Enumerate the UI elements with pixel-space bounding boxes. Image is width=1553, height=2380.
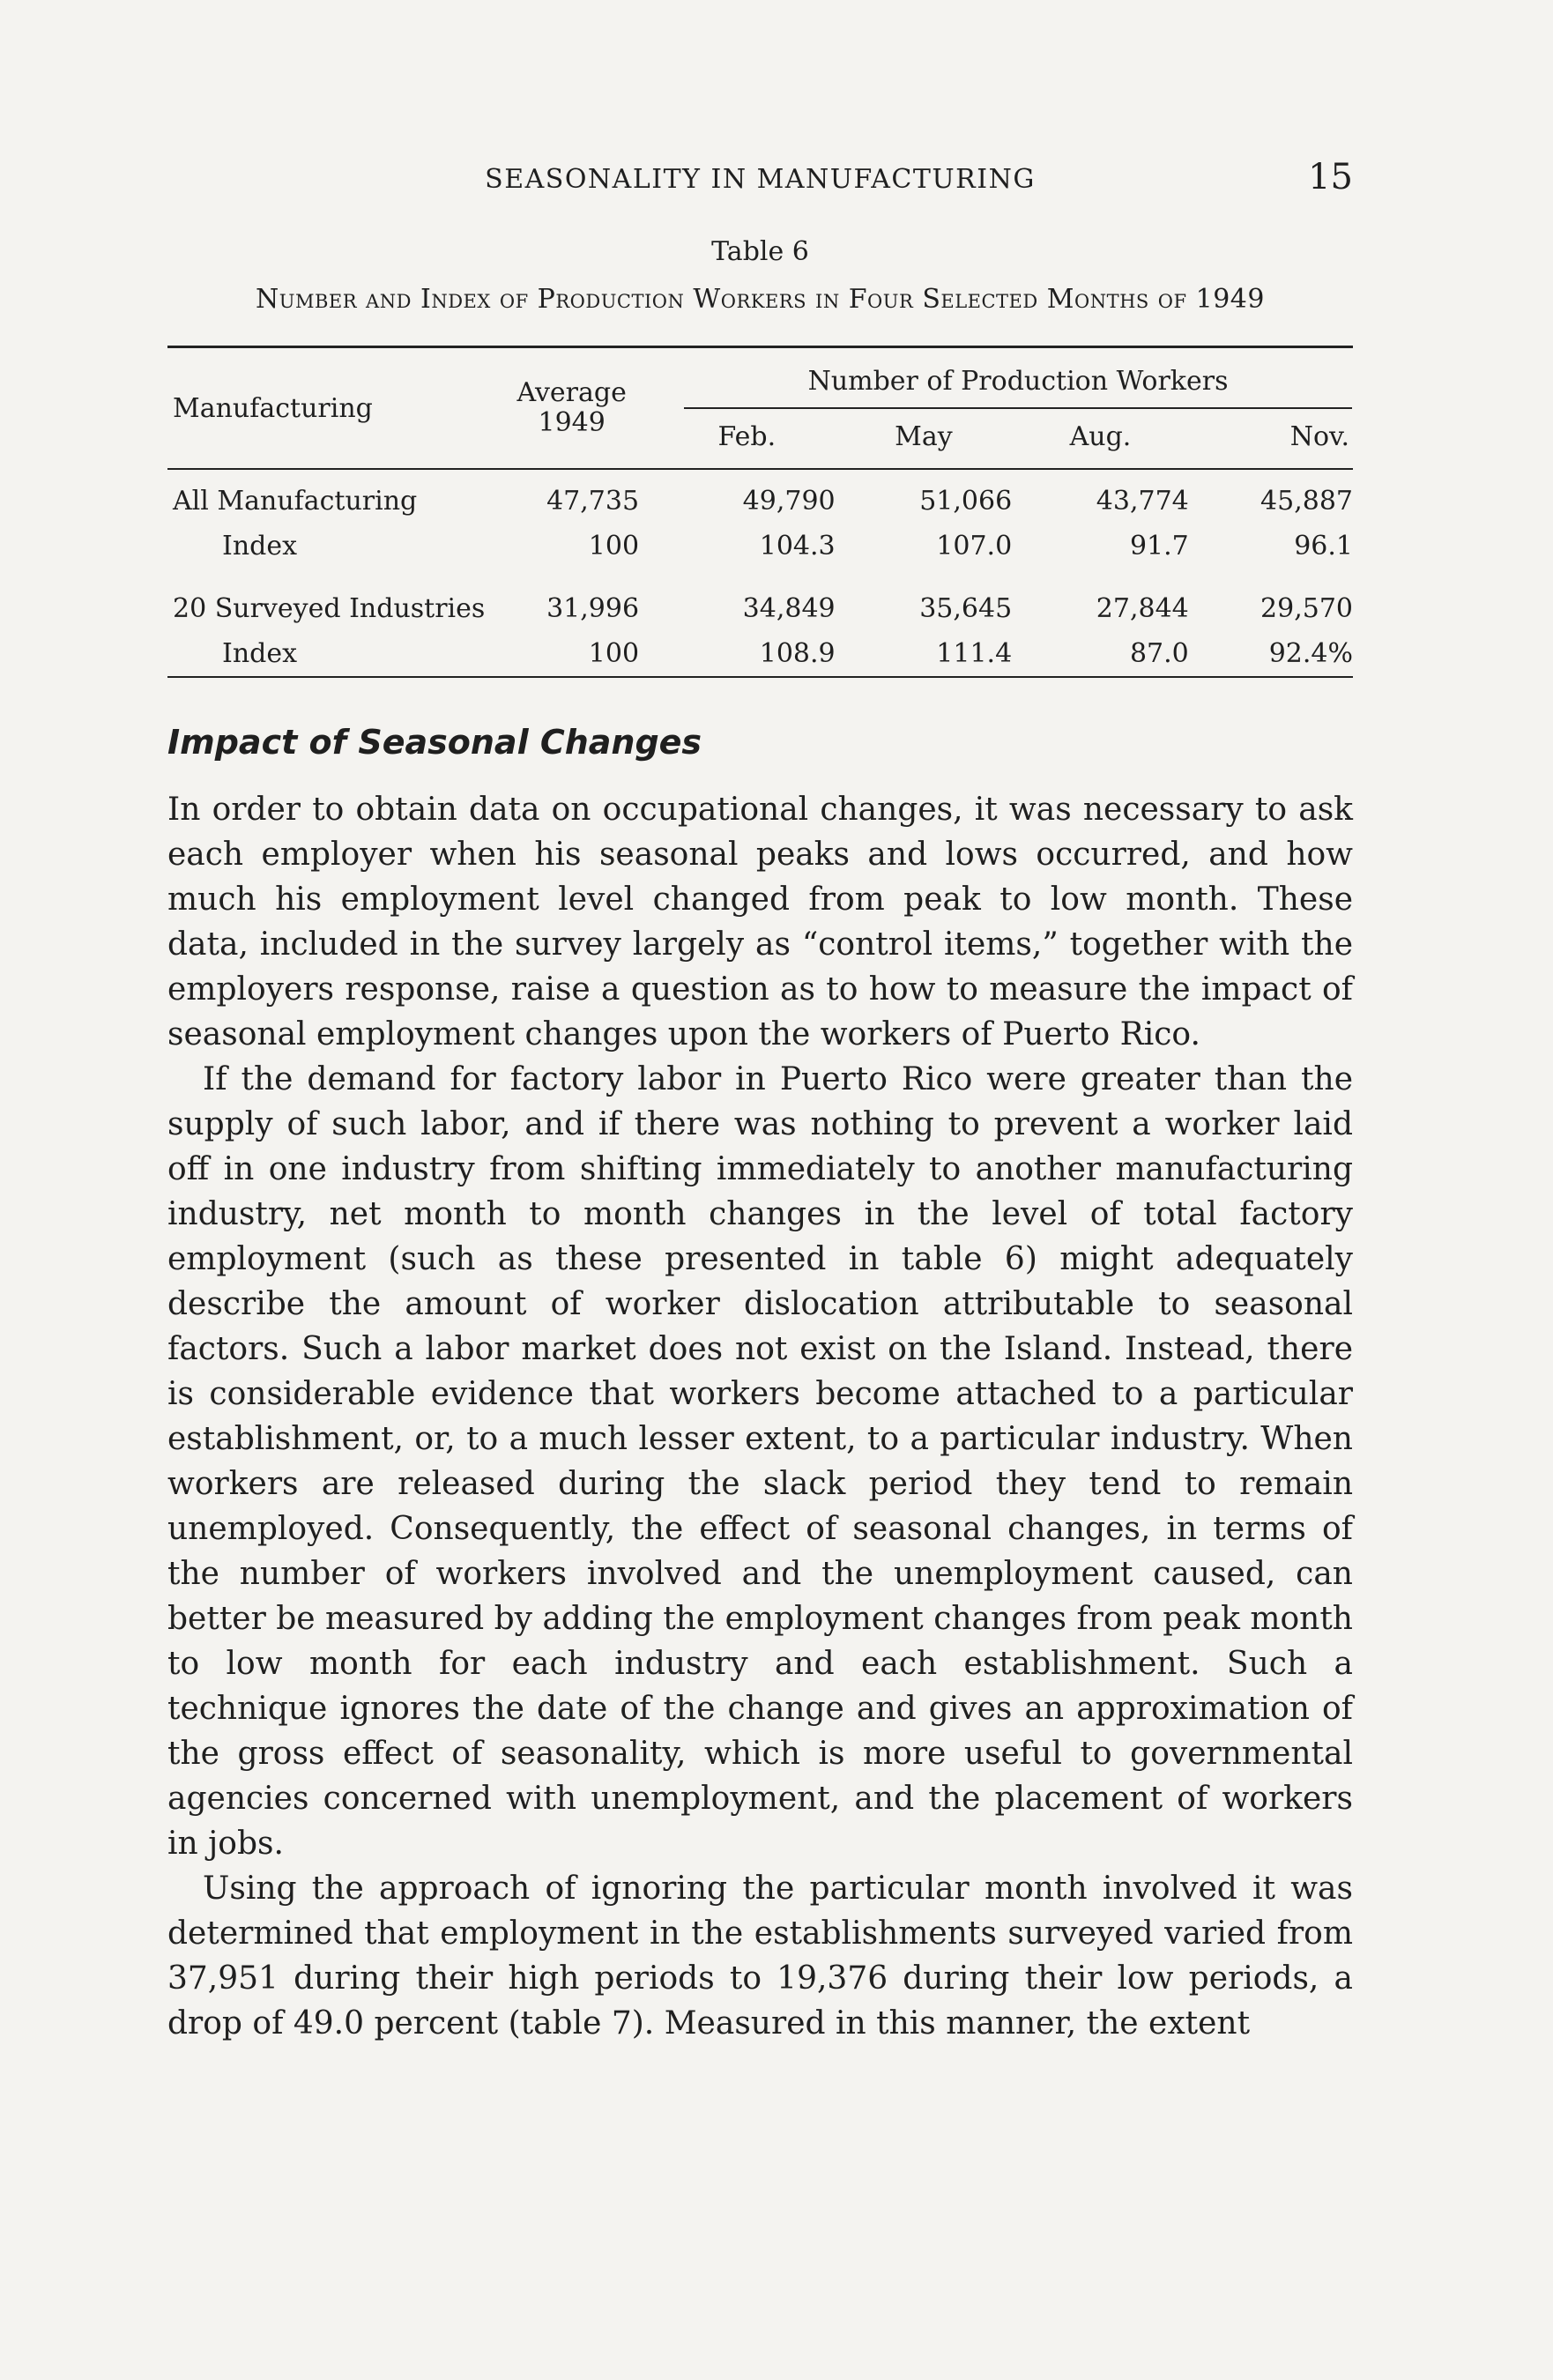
section-heading: Impact of Seasonal Changes [167, 723, 702, 762]
column-header-average-line2: 1949 [538, 407, 606, 438]
column-header-month: Feb. [717, 421, 776, 452]
table-cell: 51,066 [919, 486, 1013, 517]
table-cell: 107.0 [936, 531, 1013, 562]
table-cell: 49,790 [742, 486, 836, 517]
table-cell: 47,735 [546, 486, 640, 517]
table-cell: 100 [588, 638, 640, 669]
table-cell: 31,996 [546, 593, 640, 624]
column-header-month: Aug. [1069, 421, 1132, 452]
column-header-month: May [895, 421, 953, 452]
table-row [167, 631, 1353, 677]
paragraph: In order to obtain data on occupational changes, it was necessary to ask each employer when his seasonal peaks and lows occurred, and how much his employment level changed from peak to low month. These data, included in the survey largely as “control items,” together with the employers response, raise a question as to how to measure the impact of seasonal employment changes upon the workers of Puerto Rico. [167, 792, 1353, 1052]
table-spacer [167, 569, 1353, 586]
table-cell: 27,844 [1096, 593, 1189, 624]
table-row [167, 469, 1353, 524]
table-cell: 34,849 [742, 593, 836, 624]
column-header-manufacturing: Manufacturing [167, 347, 485, 470]
row-label: All Manufacturing [173, 486, 418, 517]
column-header-average-line1: Average [516, 377, 627, 408]
page-number: 15 [1308, 157, 1353, 197]
paragraph: Using the approach of ignoring the particular month involved it was determined that employment in the establishments surveyed varied from 37,951 during their high periods to 19,376 during their low periods, a drop of 49.0 percent (table 7). Measured in this manner, the extent [167, 1871, 1353, 2042]
table-cell: 45,887 [1260, 486, 1353, 517]
table-cell: 108.9 [759, 638, 836, 669]
table-cell: 92.4% [1268, 638, 1353, 669]
table-row [167, 524, 1353, 569]
running-title: SEASONALITY IN MANUFACTURING [485, 164, 1036, 195]
table-cell: 29,570 [1260, 593, 1353, 624]
column-header-month: Nov. [1289, 421, 1349, 452]
running-head [167, 157, 1353, 210]
table-cell: 104.3 [759, 531, 836, 562]
row-label: Index [222, 531, 298, 562]
table-title: Number and Index of Production Workers in Four Selected Months of 1949 [256, 284, 1265, 315]
paragraph: If the demand for factory labor in Puerto Rico were greater than the supply of such labor, and if there was nothing to prevent a worker laid off in one industry from shifting immediately to another manufacturing industry, net month to month changes in the level of total factory employment (such as these presented in table 6) might adequately describe the amount of worker dislocation attributable to seasonal factors. Such a labor market does not exist on the Island. Instead, there is considerable evidence that workers become attached to a particular establishment, or, to a much lesser extent, to a particular industry. When workers are released during the slack period they tend to remain unemployed. Consequently, the effect of seasonal changes, in terms of the number of workers involved and the unemployment caused, can better be measured by adding the employment changes from peak month to low month for each industry and each establishment. Such a technique ignores the date of the change and gives an approximation of the gross effect of seasonality, which is more useful to governmental agencies concerned with unemployment, and the placement of workers in jobs. [167, 1061, 1353, 1862]
data-table [167, 346, 1353, 678]
group-header-label: Number of Production Workers [684, 366, 1352, 409]
body-text [167, 787, 1353, 2046]
table-caption: Table 6 [711, 236, 809, 267]
group-header [658, 347, 1353, 419]
table-row [167, 586, 1353, 631]
column-header-average [485, 347, 658, 470]
table-cell: 100 [588, 531, 640, 562]
table-cell: 87.0 [1129, 638, 1189, 669]
table-cell: 96.1 [1294, 531, 1353, 562]
table-cell: 35,645 [919, 593, 1013, 624]
table-cell: 111.4 [936, 638, 1013, 669]
table-cell: 43,774 [1096, 486, 1189, 517]
row-label: Index [222, 638, 298, 669]
table-cell: 91.7 [1129, 531, 1189, 562]
row-label: 20 Surveyed Industries [173, 593, 486, 624]
